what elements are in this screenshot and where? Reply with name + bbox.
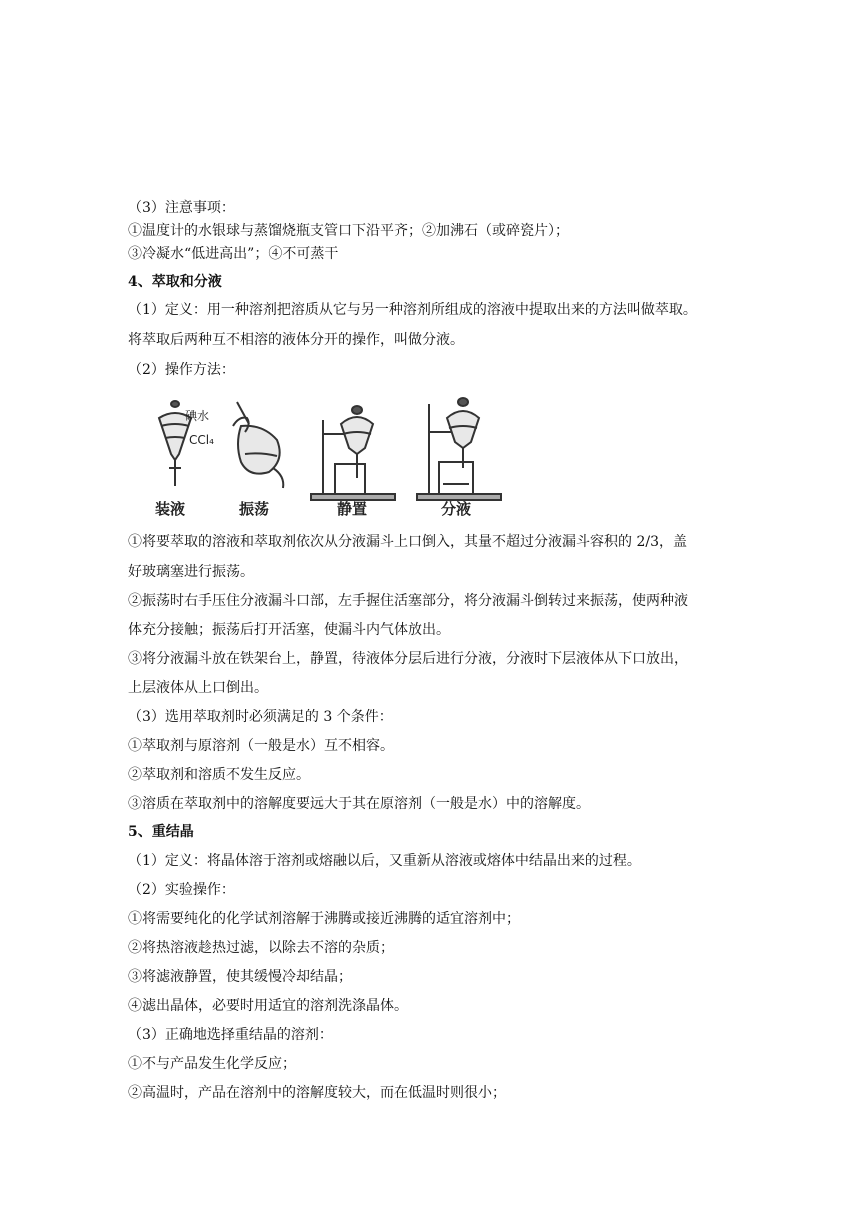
operation-4: ④滤出晶体，必要时用适宜的溶剂洗涤晶体。 [128, 998, 408, 1014]
operation-3: ③将滤液静置，使其缓慢冷却结晶； [128, 969, 352, 985]
notes-heading: （3）注意事项： [128, 200, 235, 216]
separating-funnel-drawing [417, 398, 501, 500]
step-3-line-1: ③将分液漏斗放在铁架台上，静置，待液体分层后进行分液，分液时下层液体从下口放出， [128, 651, 688, 667]
solvent-rule-2: ②高温时，产品在溶剂中的溶解度较大，而在低温时则很小； [128, 1085, 506, 1101]
notes-item-2: ③冷凝水“低进高出”；④不可蒸干 [128, 246, 339, 262]
caption-shaking: 振荡 [239, 500, 270, 518]
step-3-line-2: 上层液体从上口倒出。 [128, 680, 268, 696]
step-1-line-1: ①将要萃取的溶液和萃取剂依次从分液漏斗上口倒入，其量不超过分液漏斗容积的 2/3，盖 [128, 534, 687, 550]
solvent-rule-1: ①不与产品发生化学反应； [128, 1056, 296, 1072]
condition-1: ①萃取剂与原溶剂（一般是水）互不相容。 [128, 738, 394, 754]
separatory-funnel-figure [145, 396, 510, 520]
shaking-funnel-drawing [233, 402, 283, 488]
step-1-line-2: 好玻璃塞进行振荡。 [128, 564, 254, 580]
caption-separating: 分液 [441, 500, 472, 518]
condition-2: ②萃取剂和溶质不发生反应。 [128, 767, 310, 783]
operation-2: ②将热溶液趁热过滤，以除去不溶的杂质； [128, 940, 394, 956]
section-4-definition-line-2: 将萃取后两种互不相溶的液体分开的操作，叫做分液。 [128, 332, 464, 348]
section-4-definition-line-1: （1）定义：用一种溶剂把溶质从它与另一种溶剂所组成的溶液中提取出来的方法叫做萃取。 [128, 302, 697, 318]
section-4-title: 4、萃取和分液 [128, 274, 222, 290]
section-4-method-heading: （2）操作方法： [128, 362, 235, 378]
operation-1: ①将需要纯化的化学试剂溶解于沸腾或接近沸腾的适宜溶剂中； [128, 911, 520, 927]
step-2-line-1: ②振荡时右手压住分液漏斗口部，左手握住活塞部分，将分液漏斗倒转过来振荡，使两种液 [128, 593, 688, 609]
label-ccl4: CCl₄ [189, 433, 214, 447]
condition-3: ③溶质在萃取剂中的溶解度要远大于其在原溶剂（一般是水）中的溶解度。 [128, 796, 590, 812]
label-iodine-water: 碘水 [185, 409, 210, 423]
step-2-line-2: 体充分接触；振荡后打开活塞，使漏斗内气体放出。 [128, 622, 450, 638]
section-5-title: 5、重结晶 [128, 824, 194, 840]
standing-funnel-drawing [311, 406, 395, 500]
caption-standing: 静置 [337, 500, 368, 518]
section-5-definition: （1）定义：将晶体溶于溶剂或熔融以后，又重新从溶液或熔体中结晶出来的过程。 [128, 853, 641, 869]
solvent-heading: （3）正确地选择重结晶的溶剂： [128, 1027, 333, 1043]
caption-loading: 装液 [155, 500, 186, 518]
conditions-heading: （3）选用萃取剂时必须满足的 3 个条件： [128, 709, 393, 725]
operations-heading: （2）实验操作： [128, 882, 235, 898]
notes-item-1: ①温度计的水银球与蒸馏烧瓶支管口下沿平齐；②加沸石（或碎瓷片）； [128, 223, 569, 239]
